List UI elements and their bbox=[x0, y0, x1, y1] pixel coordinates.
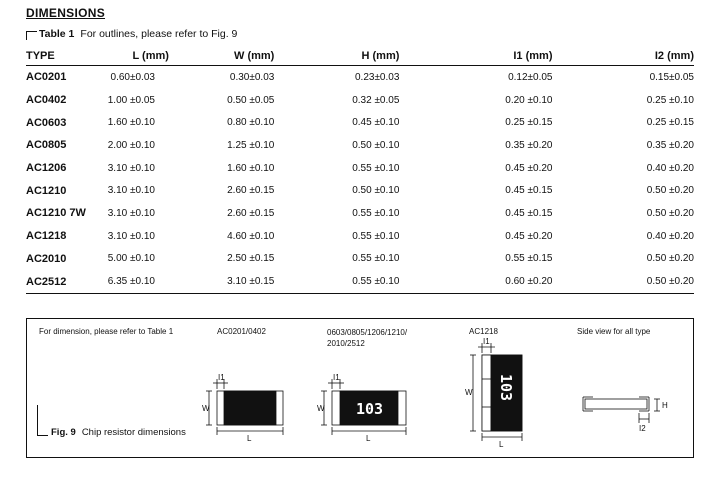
table-row bbox=[26, 134, 694, 157]
dimension-cell: 1.60 ±0.10 bbox=[107, 117, 155, 129]
column-header: I2 (mm) bbox=[640, 48, 694, 66]
resistor-drawings bbox=[27, 319, 693, 457]
dimension-cell: 1.25 ±0.10 bbox=[227, 139, 275, 151]
dimension-cell: 0.55 ±0.10 bbox=[352, 162, 400, 174]
table-row bbox=[26, 225, 694, 248]
dimension-cell: 2.60 ±0.15 bbox=[227, 207, 275, 219]
group-label-small: AC0201/0402 bbox=[217, 327, 266, 336]
dimension-cell: 0.55 ±0.15 bbox=[505, 253, 553, 265]
dimension-cell: 0.50 ±0.10 bbox=[352, 185, 400, 197]
dim-i2-side: I2 bbox=[639, 424, 646, 433]
group-label-standard: 0603/0805/1206/1210/ 2010/2512 bbox=[327, 328, 408, 348]
dimension-cell: 3.10 ±0.10 bbox=[107, 230, 155, 242]
dimension-cell: 0.40 ±0.20 bbox=[646, 230, 694, 242]
figure-panel bbox=[26, 318, 694, 458]
dim-i1-standard: I1 bbox=[333, 373, 340, 382]
chip-side-view-drawing bbox=[583, 397, 660, 423]
dimension-cell: 2.60 ±0.15 bbox=[227, 185, 275, 197]
figure-caption-text: Chip resistor dimensions bbox=[81, 427, 186, 438]
type-cell: AC1206 bbox=[26, 162, 67, 175]
dimension-cell: 0.80 ±0.10 bbox=[227, 117, 275, 129]
type-cell: AC2010 bbox=[26, 252, 67, 265]
table-caption bbox=[26, 28, 237, 40]
dimension-cell: 0.45 ±0.15 bbox=[505, 207, 553, 219]
group-label-ac1218: AC1218 bbox=[469, 327, 498, 336]
dimension-cell: 2.50 ±0.15 bbox=[227, 253, 275, 265]
type-cell: AC0805 bbox=[26, 139, 67, 152]
section-heading: DIMENSIONS bbox=[26, 6, 106, 20]
table-row bbox=[26, 157, 694, 180]
table-row bbox=[26, 179, 694, 202]
type-cell: AC0402 bbox=[26, 94, 67, 107]
dimension-cell: 0.12±0.05 bbox=[508, 71, 553, 83]
column-header: TYPE bbox=[26, 48, 94, 66]
dimension-cell: 0.45 ±0.20 bbox=[505, 162, 553, 174]
dimension-cell: 0.55 ±0.10 bbox=[352, 230, 400, 242]
dimension-cell: 0.45 ±0.20 bbox=[505, 230, 553, 242]
resistor-marking-ac1218: 103 bbox=[497, 374, 515, 402]
dimension-cell: 0.50 ±0.05 bbox=[227, 94, 275, 106]
column-header: H (mm) bbox=[334, 48, 487, 66]
type-cell: AC0603 bbox=[26, 116, 67, 129]
column-header: W (mm) bbox=[213, 48, 334, 66]
dimension-cell: 0.55 ±0.10 bbox=[352, 207, 400, 219]
dimension-cell: 1.00 ±0.05 bbox=[107, 94, 155, 106]
resistor-marking-standard: 103 bbox=[356, 400, 384, 418]
dimension-cell: 3.10 ±0.15 bbox=[213, 270, 334, 293]
figure-note: For dimension, please refer to Table 1 bbox=[39, 327, 174, 336]
dimension-cell: 0.55 ±0.10 bbox=[334, 270, 487, 293]
table-row bbox=[26, 111, 694, 134]
table-row bbox=[26, 248, 694, 271]
dimension-cell: 0.25 ±0.15 bbox=[646, 117, 694, 129]
dimension-cell: 0.55 ±0.10 bbox=[352, 253, 400, 265]
dimension-cell: 0.50 ±0.20 bbox=[640, 270, 694, 293]
type-cell: AC1210 7W bbox=[26, 207, 86, 220]
dimensions-table bbox=[26, 48, 694, 294]
dimension-cell: 0.45 ±0.15 bbox=[505, 185, 553, 197]
caption-bracket bbox=[26, 31, 37, 40]
table-header-row bbox=[26, 48, 694, 66]
table-row bbox=[26, 66, 694, 89]
dimension-cell: 5.00 ±0.10 bbox=[107, 253, 155, 265]
dimension-cell: 0.20 ±0.10 bbox=[505, 94, 553, 106]
dimension-cell: 4.60 ±0.10 bbox=[227, 230, 275, 242]
dim-w-small: W bbox=[202, 404, 210, 413]
dimension-cell: 0.25 ±0.15 bbox=[505, 117, 553, 129]
dimension-cell: 2.00 ±0.10 bbox=[107, 139, 155, 151]
dim-l-ac1218: L bbox=[499, 440, 504, 449]
dimension-cell: 0.35 ±0.20 bbox=[505, 139, 553, 151]
dimension-cell: 6.35 ±0.10 bbox=[94, 270, 213, 293]
table-body bbox=[26, 66, 694, 294]
dimension-cell: 3.10 ±0.10 bbox=[107, 185, 155, 197]
dimension-cell: 0.45 ±0.10 bbox=[352, 117, 400, 129]
dimension-cell: 0.60 ±0.20 bbox=[487, 270, 640, 293]
table-label: Table 1 bbox=[39, 28, 75, 40]
dimension-cell: 0.40 ±0.20 bbox=[646, 162, 694, 174]
dimension-cell: 3.10 ±0.10 bbox=[107, 207, 155, 219]
dimension-cell: 0.23±0.03 bbox=[354, 71, 400, 83]
table-row bbox=[26, 202, 694, 225]
dimension-cell: 0.30±0.03 bbox=[229, 71, 275, 83]
dim-w-standard: W bbox=[317, 404, 325, 413]
dimension-cell: 3.10 ±0.10 bbox=[107, 162, 155, 174]
table-row bbox=[26, 270, 694, 293]
dimension-cell: 0.50 ±0.20 bbox=[646, 207, 694, 219]
dimension-cell: 0.50 ±0.20 bbox=[646, 185, 694, 197]
dimension-cell: 0.15±0.05 bbox=[649, 71, 694, 83]
dimension-cell: 0.60±0.03 bbox=[110, 71, 155, 83]
group-label-side-view: Side view for all type bbox=[577, 327, 651, 336]
type-cell: AC0201 bbox=[26, 71, 67, 84]
dimension-cell: 1.60 ±0.10 bbox=[227, 162, 275, 174]
figure-label: Fig. 9 bbox=[51, 427, 76, 438]
dimension-cell: 0.50 ±0.10 bbox=[352, 139, 400, 151]
dim-h-side: H bbox=[662, 401, 668, 410]
type-cell: AC2512 bbox=[26, 270, 94, 293]
dimension-cell: 0.32 ±0.05 bbox=[352, 94, 400, 106]
dim-i1-small: I1 bbox=[218, 373, 225, 382]
type-cell: AC1218 bbox=[26, 230, 67, 243]
dim-l-small: L bbox=[247, 434, 252, 443]
column-header: I1 (mm) bbox=[487, 48, 640, 66]
table-row bbox=[26, 89, 694, 112]
dim-l-standard: L bbox=[366, 434, 371, 443]
dim-i1-ac1218: I1 bbox=[483, 337, 490, 346]
column-header: L (mm) bbox=[94, 48, 213, 66]
chip-small-drawing bbox=[206, 379, 283, 435]
table-caption-text: For outlines, please refer to Fig. 9 bbox=[80, 28, 238, 40]
dimension-cell: 0.35 ±0.20 bbox=[646, 139, 694, 151]
dimension-cell: 0.25 ±0.10 bbox=[646, 94, 694, 106]
dimension-cell: 0.50 ±0.20 bbox=[646, 253, 694, 265]
type-cell: AC1210 bbox=[26, 184, 67, 197]
dim-w-ac1218: W bbox=[465, 388, 473, 397]
